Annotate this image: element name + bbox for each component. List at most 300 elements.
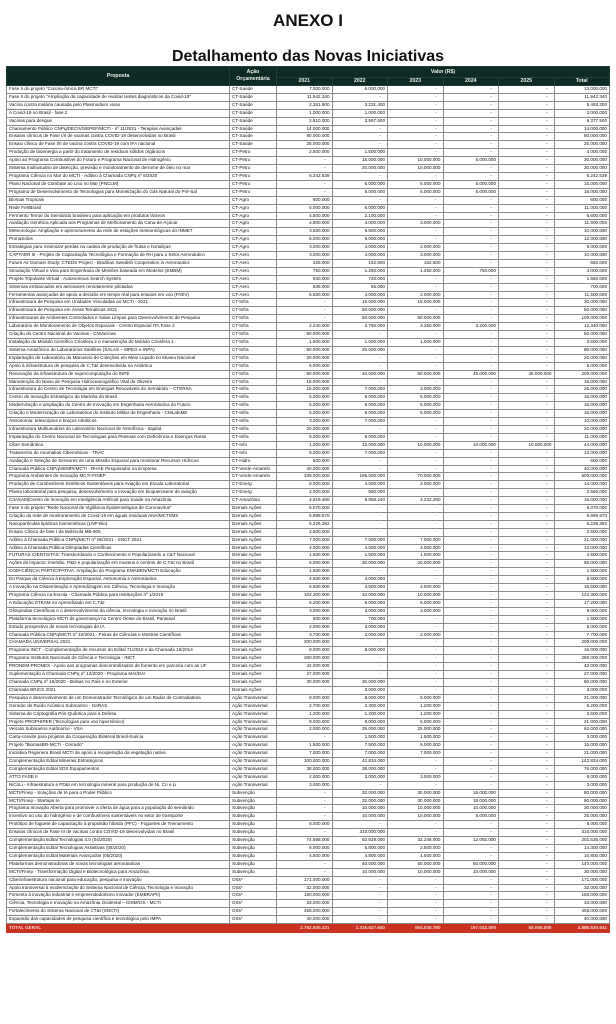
cell-2025: - [499, 544, 555, 552]
cell-proposta: Protótipo de foguete de capacitação à propulsão híbrida (PFC) - Foguetes de Treinamento [7, 821, 230, 829]
cell-proposta: Ferramentas avançadas de apoio a decisão em tempo real para ensaios em voo (FAEV) [7, 291, 230, 299]
cell-2021: 3.700.000 [277, 631, 333, 639]
cell-acao: CT-Saúde [230, 86, 277, 94]
cell-2024: - [443, 236, 499, 244]
cell-2023: - [388, 884, 444, 892]
cell-proposta: Complementação Edital SDS Equipamentos [7, 765, 230, 773]
cell-2021: 50.000.000 [277, 370, 333, 378]
cell-2021: 5.000.000 [277, 402, 333, 410]
cell-2022: - [332, 528, 388, 536]
cell-2021: 8.000.000 [277, 718, 333, 726]
cell-2021: 1.500.000 [277, 568, 333, 576]
cell-2024: - [443, 916, 499, 924]
cell-2021: 6.242.539 [277, 172, 333, 180]
cell-proposta: Future Air Domain Study: CTEDS Project - Brazilian Swedish Cooperation in Aeronautics [7, 259, 230, 267]
table-row [7, 402, 610, 410]
cell-2025: - [499, 750, 555, 758]
cell-2021: - [277, 860, 333, 868]
cell-2021: 7.000.000 [277, 536, 333, 544]
cell-acao: CT-Agro [230, 220, 277, 228]
cell-2022: 15.000.000 [332, 157, 388, 165]
cell-proposta: Chamamento Público CNPq/DECIV/SEPEF/MCTI - nº 11/2021 - Terapias Avançadas [7, 125, 230, 133]
cell-2021: 750.000 [277, 267, 333, 275]
cell-2024: - [443, 481, 499, 489]
cell-2024: - [443, 528, 499, 536]
cell-2023: - [388, 576, 444, 584]
cell-2024: - [443, 346, 499, 354]
cell-acao: Ação Transversal [230, 734, 277, 742]
cell-2021: 1.000.000 [277, 441, 333, 449]
cell-2024: 5.000.000 [443, 188, 499, 196]
cell-2022: 7.000.000 [332, 418, 388, 426]
cell-2025: - [499, 797, 555, 805]
cell-2021: 2.000.000 [277, 726, 333, 734]
cell-total: 11.000.000 [554, 433, 610, 441]
cell-2025: - [499, 718, 555, 726]
cell-2022: 1.500.000 [332, 552, 388, 560]
cell-2024: - [443, 765, 499, 773]
cell-2024: - [443, 212, 499, 220]
table-row [7, 536, 610, 544]
cell-2024: - [443, 275, 499, 283]
cell-2024: - [443, 125, 499, 133]
cell-2023: - [388, 196, 444, 204]
cell-total: 80.000.000 [554, 797, 610, 805]
cell-proposta: Implantação do Centro Nacional de Tecnologias para Pessoas com Deficiência e Doenças Raras [7, 433, 230, 441]
cell-2022: - [332, 900, 388, 908]
cell-2021: 6.000.000 [277, 449, 333, 457]
cell-acao: CT-Agro [230, 244, 277, 252]
cell-total: 15.000.000 [554, 402, 610, 410]
cell-2024: - [443, 568, 499, 576]
cell-2023: - [388, 346, 444, 354]
cell-acao: CT-Aero [230, 283, 277, 291]
cell-total: 7.700.000 [554, 631, 610, 639]
cell-2024: - [443, 647, 499, 655]
cell-2025: - [499, 829, 555, 837]
cell-proposta: Ensaios clínicos de Fase I/II de vacinas contra COVID-19 desenvolvidas no Brasil [7, 133, 230, 141]
document-subtitle: Detalhamento das Novas Iniciativas [171, 48, 445, 65]
cell-total: 11.900.000 [554, 220, 610, 228]
cell-2021: 15.000.000 [277, 378, 333, 386]
cell-proposta: Programa Institutos Nacionais de Ciência e Tecnologia - INCT [7, 655, 230, 663]
cell-acao: CT-Infra [230, 307, 277, 315]
cell-2022: 3.000.000 [332, 623, 388, 631]
table-row [7, 821, 610, 829]
cell-2022: 4.000.000 [332, 291, 388, 299]
cell-proposta: Fortalecimento do Sistema Nacional de CT&I (SNCTI) [7, 908, 230, 916]
cell-total: 30.000.000 [554, 165, 610, 173]
cell-2025: - [499, 884, 555, 892]
cell-2025: - [499, 584, 555, 592]
cell-2022: 42.834.000 [332, 758, 388, 766]
cell-2025: - [499, 639, 555, 647]
cell-2025: - [499, 252, 555, 260]
cell-acao: CT-Info [230, 449, 277, 457]
cell-2022: 162.500 [332, 259, 388, 267]
cell-proposta: Instalação do Módulo Científico Criosfera 2 e manutenção do Módulo Criosfera 1 [7, 339, 230, 347]
cell-acao: Demais Ações [230, 520, 277, 528]
cell-2022: 40.000.000 [332, 860, 388, 868]
cell-2024: - [443, 489, 499, 497]
cell-acao: CT-Infra [230, 425, 277, 433]
cell-total: 50.000.000 [554, 307, 610, 315]
cell-acao: CT-Energ [230, 489, 277, 497]
cell-proposta: Fase II do projeto "Ampliação da capacidade de realizar testes diagnósticos da Covid-19" [7, 93, 230, 101]
cell-acao: CT-Infra [230, 370, 277, 378]
cell-2022: 310.000.000 [332, 829, 388, 837]
table-row [7, 647, 610, 655]
table-row [7, 552, 610, 560]
cell-2023: 50.000.000 [388, 370, 444, 378]
cell-2025: - [499, 773, 555, 781]
cell-proposta: Gerador de Ruído Acústico Submarino - GeRAS [7, 702, 230, 710]
cell-2025: - [499, 686, 555, 694]
cell-total: 700.000 [554, 283, 610, 291]
table-row [7, 805, 610, 813]
cell-acao: CT-Infra [230, 339, 277, 347]
cell-2025: - [499, 157, 555, 165]
cell-total: 9.000.000 [554, 244, 610, 252]
table-row [7, 307, 610, 315]
cell-total: 16.000.000 [554, 647, 610, 655]
header-year-2022: 2022 [332, 78, 388, 86]
cell-2023: - [388, 172, 444, 180]
table-row [7, 765, 610, 773]
cell-2025: - [499, 339, 555, 347]
table-row [7, 592, 610, 600]
cell-2021: 38.000.000 [277, 765, 333, 773]
cell-acao: CT-Saúde [230, 109, 277, 117]
cell-2023: 5.000.000 [388, 718, 444, 726]
cell-2025: - [499, 852, 555, 860]
cell-2025: - [499, 481, 555, 489]
cell-2023: - [388, 520, 444, 528]
cell-proposta: PronaSolos [7, 236, 230, 244]
cell-acao: OSs* [230, 916, 277, 924]
cell-2025: - [499, 702, 555, 710]
cell-2023: - [388, 781, 444, 789]
cell-acao: CT-Info [230, 441, 277, 449]
cell-2024: - [443, 520, 499, 528]
table-row [7, 204, 610, 212]
cell-2021: 8.000.000 [277, 481, 333, 489]
cell-2024: - [443, 710, 499, 718]
cell-acao: CT-Infra [230, 378, 277, 386]
cell-2023: 1.200.000 [388, 702, 444, 710]
cell-2025: - [499, 457, 555, 465]
cell-total: 140.000.000 [554, 860, 610, 868]
cell-2021: 4.500.000 [277, 576, 333, 584]
cell-2022: 6.500.000 [332, 228, 388, 236]
cell-total: 201.535.000 [554, 837, 610, 845]
cell-2024: - [443, 884, 499, 892]
cell-2024: - [443, 141, 499, 149]
cell-acao: Demais Ações [230, 560, 277, 568]
cell-2022: 1.000.000 [332, 339, 388, 347]
cell-total: 3.500.000 [554, 339, 610, 347]
cell-2024: - [443, 663, 499, 671]
cell-2021: 6.000.000 [277, 236, 333, 244]
table-row [7, 101, 610, 109]
cell-2021: 600.000 [277, 196, 333, 204]
cell-total: 3.600.000 [554, 710, 610, 718]
cell-total: 5.000.000 [554, 623, 610, 631]
cell-2024: 18.000.000 [443, 789, 499, 797]
cell-2021: 635.000 [277, 283, 333, 291]
cell-2022: 3.000.000 [332, 686, 388, 694]
cell-2022: - [332, 639, 388, 647]
cell-total: 8.000.000 [554, 773, 610, 781]
cell-total: 310.000.000 [554, 829, 610, 837]
cell-2025: - [499, 560, 555, 568]
cell-2022: 4.000.000 [332, 244, 388, 252]
table-row [7, 845, 610, 853]
cell-2021: 7.000.000 [277, 750, 333, 758]
table-row [7, 425, 610, 433]
table-row [7, 860, 610, 868]
cell-2024: - [443, 678, 499, 686]
cell-total: 5.000.000 [554, 362, 610, 370]
cell-total: 1.500.000 [554, 568, 610, 576]
cell-2024: - [443, 623, 499, 631]
cell-2021: - [277, 734, 333, 742]
cell-total: 21.000.000 [554, 536, 610, 544]
table-row [7, 394, 610, 402]
cell-2022: - [332, 916, 388, 924]
cell-proposta: Rede FertBrasil [7, 204, 230, 212]
cell-2021: 6.500.000 [277, 584, 333, 592]
cell-2022: 3.567.500 [332, 117, 388, 125]
cell-2025: - [499, 876, 555, 884]
cell-total: 80.000.000 [554, 346, 610, 354]
cell-2025: - [499, 465, 555, 473]
cell-2022: 1.200.000 [332, 710, 388, 718]
cell-2024: - [443, 758, 499, 766]
cell-2023: - [388, 418, 444, 426]
cell-2023: 1.000.000 [388, 339, 444, 347]
cell-2021: 800.000 [277, 615, 333, 623]
cell-acao: CT-Aero [230, 252, 277, 260]
cell-total: 10.800.000 [554, 852, 610, 860]
cell-2022: 5.858.240 [332, 497, 388, 505]
cell-2025: - [499, 180, 555, 188]
cell-2021: 3.000.000 [277, 781, 333, 789]
cell-proposta: Aditivo à Chamada Pública Olimpíadas Científicas [7, 544, 230, 552]
initiatives-table-container [6, 66, 609, 933]
cell-proposta: Apoio ao Programa Combustível do Futuro e Programa Nacional de Hidrogênio [7, 157, 230, 165]
cell-acao: Ação Transversal [230, 773, 277, 781]
cell-acao: Demais Ações [230, 552, 277, 560]
cell-2025: - [499, 623, 555, 631]
cell-2023: - [388, 101, 444, 109]
cell-2024: - [443, 315, 499, 323]
cell-2024: - [443, 394, 499, 402]
cell-2025: - [499, 655, 555, 663]
cell-proposta: Biomas Tropicais [7, 196, 230, 204]
cell-proposta: Vacinas para dengue [7, 117, 230, 125]
table-row [7, 93, 610, 101]
cell-proposta: Tratamento de Anomalias Cibernéticas - TRAC [7, 449, 230, 457]
cell-2021: 1.500.000 [277, 552, 333, 560]
table-row [7, 165, 610, 173]
cell-proposta: CIIASAM|Centro de Inovação em Inteligência Artificial para Saúde na Amazônia [7, 497, 230, 505]
header-year-2021: 2021 [277, 78, 333, 86]
cell-2023: 10.000.000 [388, 165, 444, 173]
cell-proposta: A Inovação na Disseminação e Aprendizagem em Ciência, Tecnologia e Inovação [7, 584, 230, 592]
cell-2023: 3.000.000 [388, 773, 444, 781]
cell-2025: - [499, 346, 555, 354]
table-row [7, 884, 610, 892]
table-row [7, 773, 610, 781]
table-row [7, 133, 610, 141]
cell-2023: 7.000.000 [388, 536, 444, 544]
cell-2023: - [388, 378, 444, 386]
cell-2023: - [388, 908, 444, 916]
cell-2023: - [388, 829, 444, 837]
cell-total: 15.500.000 [554, 584, 610, 592]
cell-proposta: PRONEM-PRONEX - Apoio aos programas descentralizados de fomento em parceria com as UF [7, 663, 230, 671]
cell-proposta: Plataformas demonstradoras de novas tecnologias aeronáuticas [7, 860, 230, 868]
cell-2023: 30.000.000 [388, 797, 444, 805]
cell-2021: - [277, 165, 333, 173]
table-row [7, 702, 610, 710]
cell-2021: 4.000.000 [277, 544, 333, 552]
cell-2021: 4.919.480 [277, 497, 333, 505]
cell-acao: Subvenção [230, 821, 277, 829]
cell-2024: - [443, 149, 499, 157]
cell-total: 14.300.000 [554, 845, 610, 853]
cell-2022: 6.000.000 [332, 236, 388, 244]
cell-total: 15.000.000 [554, 410, 610, 418]
cell-2023: 1.500.000 [388, 734, 444, 742]
cell-2024: - [443, 845, 499, 853]
cell-proposta: Plano Nacional de Combate ao Lixo no Mar (PNCLM) [7, 180, 230, 188]
table-row [7, 520, 610, 528]
cell-2021: 200.000.000 [277, 639, 333, 647]
cell-proposta: Infraestrutura Multiusuários do Laboratório Nacional de Astrofísica - Itajubá [7, 425, 230, 433]
cell-2025: - [499, 497, 555, 505]
cell-2022: 4.000.000 [332, 481, 388, 489]
cell-proposta: Infraestrutura do Centro de Tecnologia em Energias Renováveis do Semiárido – CTERSA [7, 386, 230, 394]
cell-2025: - [499, 512, 555, 520]
cell-2021: 5.000.000 [277, 204, 333, 212]
header-valor: Valor (R$) [277, 67, 610, 78]
cell-acao: CT-Saúde [230, 117, 277, 125]
cell-2023: 3.000.000 [388, 220, 444, 228]
cell-2024: - [443, 655, 499, 663]
cell-2022: - [332, 520, 388, 528]
cell-proposta: Sistema Amazônico de Laboratórios Satélites (SALAS – MPEG e INPA) [7, 346, 230, 354]
cell-proposta: ATTO FASE II [7, 773, 230, 781]
cell-2021: 940.000 [277, 275, 333, 283]
table-row [7, 568, 610, 576]
cell-acao: Ação Transversal [230, 758, 277, 766]
cell-acao: Ação Transversal [230, 781, 277, 789]
cell-2022: - [332, 512, 388, 520]
cell-2023: - [388, 433, 444, 441]
cell-2025: - [499, 726, 555, 734]
cell-2024: - [443, 734, 499, 742]
cell-acao: CT-Verde-Amarelo [230, 465, 277, 473]
cell-2022: - [332, 655, 388, 663]
cell-2025: - [499, 821, 555, 829]
cell-2023: 20.000.000 [388, 560, 444, 568]
cell-2021: 14.000.000 [277, 125, 333, 133]
cell-2021: 40.000.000 [277, 916, 333, 924]
cell-2021: - [277, 686, 333, 694]
cell-2021: 2.000.000 [277, 623, 333, 631]
cell-2025: 10.000.000 [499, 441, 555, 449]
cell-total: 9.000.000 [554, 607, 610, 615]
table-row [7, 734, 610, 742]
cell-2025: - [499, 473, 555, 481]
cell-2022: 5.000.000 [332, 410, 388, 418]
cell-total: 40.000.000 [554, 916, 610, 924]
cell-2024: - [443, 592, 499, 600]
table-row [7, 497, 610, 505]
cell-2023: 25.000.000 [388, 726, 444, 734]
cell-2022: - [332, 331, 388, 339]
cell-2021: 1.500.000 [277, 742, 333, 750]
cell-2022: 13.000.000 [332, 441, 388, 449]
cell-total: 5.226.392 [554, 520, 610, 528]
cell-2025: - [499, 331, 555, 339]
cell-2022: 50.000.000 [332, 307, 388, 315]
cell-2022: 1.500.000 [332, 734, 388, 742]
cell-2025: - [499, 671, 555, 679]
cell-2023: 6.000.000 [388, 599, 444, 607]
cell-2023: 5.000.000 [388, 188, 444, 196]
cell-2022: 82.629.000 [332, 837, 388, 845]
cell-proposta: MCTI/Finep - Soluções de IA para o Poder Público [7, 789, 230, 797]
table-row [7, 663, 610, 671]
table-row [7, 291, 610, 299]
table-row [7, 560, 610, 568]
cell-total: 6.242.539 [554, 172, 610, 180]
cell-2021: 280.000.000 [277, 655, 333, 663]
cell-2021: 15.000.000 [277, 386, 333, 394]
cell-2025: - [499, 117, 555, 125]
cell-2024: 10.000.000 [443, 805, 499, 813]
cell-2023: - [388, 663, 444, 671]
cell-2021: 27.000.000 [277, 671, 333, 679]
cell-2023: - [388, 639, 444, 647]
cell-2021: 11.942.340 [277, 93, 333, 101]
cell-2021: 7.000.000 [277, 86, 333, 94]
cell-proposta: Chamada CNPq nº 16/2020 - Bolsas no País e no Exterior [7, 678, 230, 686]
cell-acao: Demais Ações [230, 505, 277, 513]
cell-2021: 42.000.000 [277, 663, 333, 671]
cell-2024: 45.000.000 [443, 370, 499, 378]
table-row [7, 742, 610, 750]
table-row [7, 750, 610, 758]
cell-2025: - [499, 607, 555, 615]
table-row [7, 900, 610, 908]
cell-2023: - [388, 465, 444, 473]
cell-2022: 38.000.000 [332, 765, 388, 773]
cell-2025: - [499, 900, 555, 908]
cell-2021: - [277, 868, 333, 876]
cell-2023: 1.500.000 [388, 552, 444, 560]
cell-total: 15.000.000 [554, 180, 610, 188]
cell-2021: 6.000.000 [277, 433, 333, 441]
cell-2024: - [443, 773, 499, 781]
cell-2023: 2.000.000 [388, 481, 444, 489]
cell-2025: - [499, 259, 555, 267]
cell-2022: 50.000.000 [332, 315, 388, 323]
cell-2021: 2.240.000 [277, 323, 333, 331]
